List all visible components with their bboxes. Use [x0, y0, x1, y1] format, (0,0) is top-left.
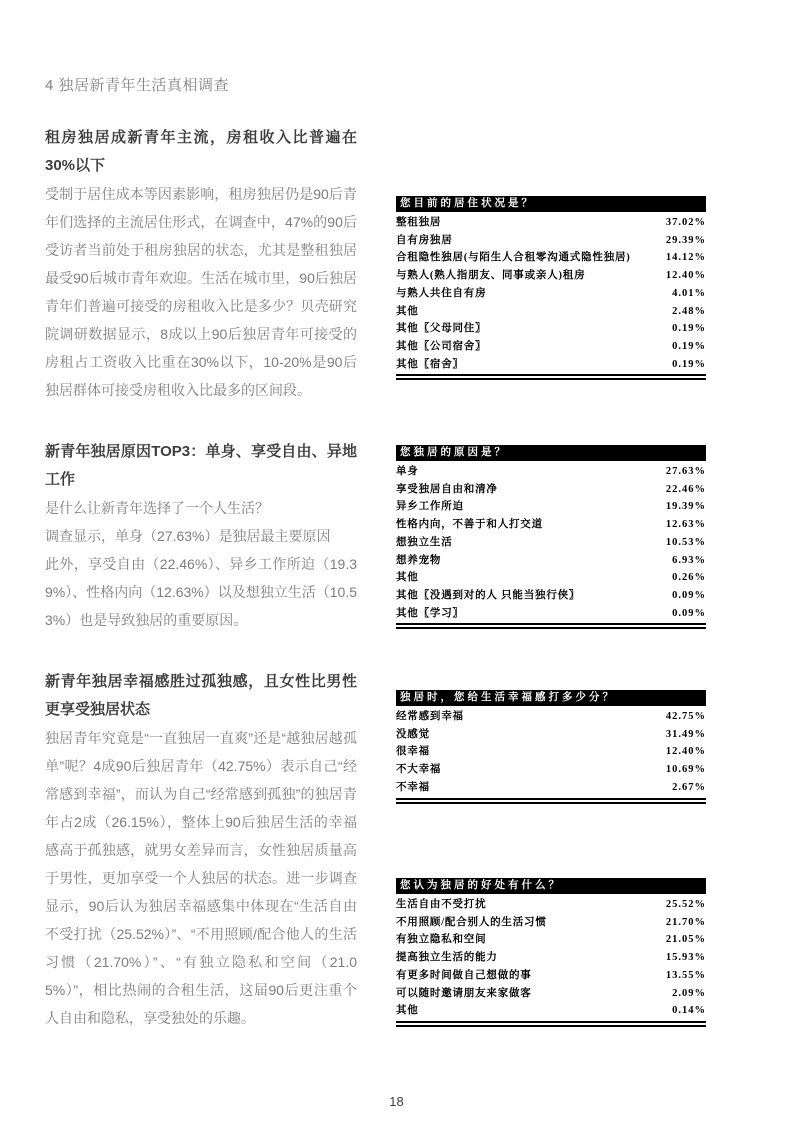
row-value: 12.40%	[665, 270, 706, 282]
table-title-bar	[396, 878, 706, 894]
row-value: 0.09%	[672, 589, 706, 601]
row-value: 12.63%	[665, 519, 706, 531]
row-label: 享受独居自由和清净	[396, 483, 498, 495]
section-paragraph: 是什么让新青年选择了一个人生活？	[45, 500, 269, 516]
row-value: 6.93%	[672, 554, 706, 566]
table-row	[396, 249, 706, 267]
row-label: 没感觉	[396, 728, 430, 740]
section-paragraph: 此外，享受自由（22.46%）、异乡工作所迫（19.39%）、性格内向（12.63%）以及想独立生活（10.53%）也是导致独居的重要原因。	[45, 556, 357, 628]
table-rows	[396, 894, 706, 1020]
table-title: 您认为独居的好处有什么？	[400, 880, 562, 891]
row-value: 4.01%	[672, 287, 706, 299]
table-bottom-rule	[396, 798, 706, 804]
row-label: 其他〖父母同住〗	[396, 323, 487, 335]
row-label: 与熟人(熟人指朋友、同事或亲人)租房	[396, 270, 586, 282]
table-row	[396, 356, 706, 374]
table-rows	[396, 212, 706, 373]
section-heading: 新青年独居原因TOP3：单身、享受自由、异地工作	[45, 443, 357, 488]
row-label: 整租独居	[396, 217, 442, 228]
article-column	[45, 124, 357, 1066]
table-title-bar	[396, 690, 706, 706]
row-value: 2.67%	[672, 781, 706, 793]
row-value: 21.05%	[665, 934, 706, 946]
table-row	[396, 708, 706, 726]
table-row	[396, 320, 706, 338]
table-title-bar	[396, 445, 706, 461]
row-label: 不幸福	[396, 781, 430, 793]
table-rows	[396, 461, 706, 622]
table-bottom-rule	[396, 1021, 706, 1027]
row-label: 其他	[396, 305, 419, 317]
row-value: 2.48%	[672, 305, 706, 317]
table-row	[396, 761, 706, 779]
table-row	[396, 303, 706, 321]
table-row	[396, 285, 706, 303]
row-value: 0.19%	[672, 340, 706, 352]
row-value: 21.70%	[665, 916, 706, 928]
table-row	[396, 587, 706, 605]
section-heading: 租房独居成新青年主流，房租收入比普遍在30%以下	[45, 129, 357, 174]
row-label: 有更多时间做自己想做的事	[396, 969, 532, 981]
table-row	[396, 1002, 706, 1020]
table-row	[396, 914, 706, 932]
table-bottom-rule	[396, 623, 706, 629]
section-paragraph: 独居青年究竟是“一直独居一直爽”还是“越独居越孤单”呢？4成90后独居青年（42.75%）表示自己“经常感到幸福”，而认为自己“经常感到孤独”的独居青年占2成（26.15%），整体上90后独居生活的幸福感高于孤独感，就男女差异而言，女性独居质量高于男性，更加享受一个人独居的状态。进一步调查显示，90后认为独居幸福感集中体现在“生活自由不受打扰（25.52%）”、“不用照顾/配合他人的生活习惯（21.70%）”、“有独立隐私和空间（21.05%）”，相比热闹的合租生活，这届90后更注重个人自由和隐私，享受独处的乐趣。	[45, 730, 357, 1026]
table-row	[396, 338, 706, 356]
section-top3-reasons	[45, 438, 357, 634]
row-label: 提高独立生活的能力	[396, 952, 498, 964]
row-label: 其他	[396, 1005, 419, 1017]
table-row	[396, 743, 706, 761]
row-value: 22.46%	[665, 483, 706, 495]
table-row	[396, 779, 706, 797]
row-label: 有独立隐私和空间	[396, 934, 487, 946]
table-row	[396, 985, 706, 1003]
row-value: 10.69%	[665, 764, 706, 776]
row-label: 合租隐性独居(与陌生人合租零沟通式隐性独居)	[396, 252, 631, 264]
table-row	[396, 463, 706, 481]
row-value: 12.40%	[665, 746, 706, 758]
row-label: 不用照顾/配合别人的生活习惯	[396, 916, 547, 928]
table-row	[396, 967, 706, 985]
table-title-bar	[396, 196, 706, 212]
table-row	[396, 232, 706, 250]
section-paragraph: 调查显示，单身（27.63%）是独居最主要原因	[45, 528, 331, 544]
row-label: 性格内向，不善于和人打交道	[396, 519, 543, 531]
row-value: 31.49%	[665, 728, 706, 740]
row-label: 自有房独居	[396, 234, 453, 246]
row-value: 10.53%	[665, 536, 706, 548]
survey-table-happiness-score	[396, 690, 706, 804]
row-label: 经常感到幸福	[396, 711, 464, 722]
section-heading: 新青年独居幸福感胜过孤独感，且女性比男性更享受独居状态	[45, 673, 357, 718]
table-row	[396, 896, 706, 914]
table-row	[396, 931, 706, 949]
row-label: 想养宠物	[396, 554, 442, 566]
row-value: 0.09%	[672, 607, 706, 619]
survey-table-living-status	[396, 196, 706, 380]
row-label: 很幸福	[396, 746, 430, 758]
section-happiness	[45, 668, 357, 1032]
row-label: 生活自由不受打扰	[396, 899, 487, 910]
table-row	[396, 552, 706, 570]
table-row	[396, 726, 706, 744]
chapter-header: 4 独居新青年生活真相调查	[45, 77, 230, 94]
table-row	[396, 949, 706, 967]
row-value: 19.39%	[665, 501, 706, 513]
table-row	[396, 481, 706, 499]
survey-table-reasons	[396, 445, 706, 629]
row-value: 2.09%	[672, 987, 706, 999]
page-number: 18	[389, 1094, 404, 1109]
row-label: 其他〖学习〗	[396, 607, 464, 619]
row-value: 13.55%	[665, 969, 706, 981]
row-value: 14.12%	[665, 252, 706, 264]
table-row	[396, 267, 706, 285]
row-value: 37.02%	[665, 217, 706, 228]
table-title: 独居时，您给生活幸福感打多少分？	[400, 692, 616, 703]
row-label: 其他〖公司宿舍〗	[396, 340, 487, 352]
table-row	[396, 534, 706, 552]
table-title: 您目前的居住状况是？	[400, 198, 535, 209]
row-label: 与熟人共住自有房	[396, 287, 487, 299]
row-value: 25.52%	[665, 899, 706, 910]
row-label: 单身	[396, 466, 419, 477]
row-label: 其他〖宿舍〗	[396, 358, 464, 370]
row-value: 0.19%	[672, 323, 706, 335]
table-bottom-rule	[396, 374, 706, 380]
survey-table-benefits	[396, 878, 706, 1027]
section-renting-mainstream	[45, 124, 357, 404]
table-row	[396, 214, 706, 232]
row-label: 可以随时邀请朋友来家做客	[396, 987, 532, 999]
row-value: 0.14%	[672, 1005, 706, 1017]
table-row	[396, 516, 706, 534]
table-rows	[396, 706, 706, 797]
row-label: 其他	[396, 572, 419, 584]
row-value: 42.75%	[665, 711, 706, 722]
row-value: 15.93%	[665, 952, 706, 964]
table-title: 您独居的原因是？	[400, 447, 508, 458]
row-value: 0.26%	[672, 572, 706, 584]
table-row	[396, 569, 706, 587]
row-label: 异乡工作所迫	[396, 501, 464, 513]
row-label: 其他〖没遇到对的人 只能当独行侠〗	[396, 589, 581, 601]
table-row	[396, 498, 706, 516]
table-row	[396, 605, 706, 623]
row-label: 不大幸福	[396, 764, 442, 776]
section-paragraph: 受制于居住成本等因素影响，租房独居仍是90后青年们选择的主流居住形式，在调查中，47%的90后受访者当前处于租房独居的状态，尤其是整租独居最受90后城市青年欢迎。生活在城市里，90后独居青年们普遍可接受的房租收入比是多少？贝壳研究院调研数据显示，8成以上90后独居青年可接受的房租占工资收入比重在30%以下，10-20%是90后独居群体可接受房租收入比最多的区间段。	[45, 186, 357, 398]
row-value: 27.63%	[665, 466, 706, 477]
row-label: 想独立生活	[396, 536, 453, 548]
row-value: 0.19%	[672, 358, 706, 370]
row-value: 29.39%	[665, 234, 706, 246]
